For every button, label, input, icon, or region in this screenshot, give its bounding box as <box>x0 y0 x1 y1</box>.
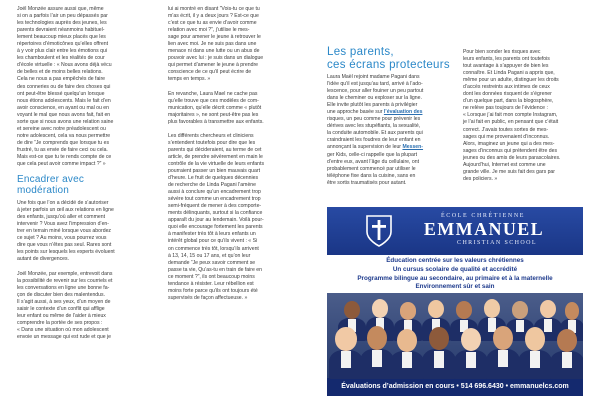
text-line <box>327 88 431 95</box>
text-line: d’école virtuelle : « Nous avons déjà vécu <box>17 62 112 69</box>
text-line: comprendre la portée de ses propos : <box>17 319 103 326</box>
column-4-paragraph-1 <box>463 49 567 183</box>
text-line <box>327 74 431 81</box>
text-line: de dire “Je comprends que lorsque tu es <box>17 139 110 146</box>
text-line <box>327 95 431 102</box>
text-line: contrôle de la vie virtuelle de leurs enfants <box>168 160 265 167</box>
column-1-paragraph-1 <box>17 6 115 168</box>
text-line: les technologies auprès des jeunes, les <box>17 20 107 27</box>
text-line: sévère tout comme un encadrement trop <box>168 196 261 203</box>
text-line: grande ville. Je me suis fait des gars par <box>463 168 556 175</box>
text-line: je l’ai fait en public, en pensant que c’était <box>463 119 559 126</box>
messenger-kids-link[interactable]: Messen- <box>402 144 424 151</box>
text-line: conscience de ce qu’il peut écrire de <box>168 69 252 76</box>
text-line: dire que vous n’êtes pas seul. Rares sont <box>17 242 112 249</box>
text-segment: téléphone fixe dans la cuisine, sans en <box>327 172 416 179</box>
text-line <box>327 137 431 144</box>
text-line <box>327 102 431 109</box>
text-line: tendance à résister. Leur rébellion est <box>168 280 254 287</box>
text-line: parents qui décideraient, au terme de cet <box>168 146 262 153</box>
text-line <box>327 123 431 130</box>
student-figure <box>453 324 489 379</box>
text-line: apparaît du jour au lendemain. Voilà pour- <box>168 217 264 224</box>
ad-line-4: Environnement sûr et sain <box>415 283 495 291</box>
text-line: lui ai montré en disant “Vois-tu ce que tu <box>168 6 260 12</box>
text-line: autant de divergences. <box>17 256 70 263</box>
text-line: Alors, imaginez un jeune qui a des mes- <box>463 140 555 147</box>
text-line: intérêt global pour ce qu’ils vivent : « Si <box>168 238 258 245</box>
text-line <box>327 81 431 88</box>
text-line: voyant le mal que nous avons fait, fait en <box>17 111 111 118</box>
text-line: d’un quelque part, dans la blogosphère, <box>463 98 554 105</box>
text-segment: probablement commencé par utiliser le <box>327 165 416 172</box>
text-segment: Elle invite plutôt les parents à privilégier <box>327 102 418 109</box>
students-photo <box>327 293 583 378</box>
text-line: trer en terrain miné lorsque vous abordez <box>17 228 112 235</box>
text-line: de belles et de moins belles relations. <box>17 69 103 76</box>
text-line: relation avec moi ?”, j’utilise le mes- <box>168 27 250 34</box>
crest-icon <box>365 214 393 248</box>
text-line: passe ta vie, Qu’as-tu en train de faire en <box>168 266 263 273</box>
text-line: qui permet d’amener le jeune à prendre <box>168 62 259 69</box>
text-line: avoir conscience, en ayant ou mal ou en <box>17 104 110 111</box>
heading-line: modération <box>17 185 70 197</box>
text-line: jeunes ou des amis de leurs parascolaires. <box>463 154 561 161</box>
text-line: correct. J’avais toutes sortes de mes- <box>463 126 549 133</box>
text-line: et sereine avec notre préadolescent ou <box>17 125 106 132</box>
text-segment: risques, un peu comme pour prévenir les <box>327 116 421 123</box>
text-line: ne relève pas toujours de l’évidence : <box>463 105 548 112</box>
text-line: munication, qu’elle décrit comme « plutôt <box>168 104 262 111</box>
text-line: demande “Je peux savoir comment se <box>168 259 256 266</box>
text-line: tout avantage à s’appuyer de bien les <box>463 63 549 70</box>
text-line: moins forte parce qu’ils ont toujours été <box>168 287 258 294</box>
text-segment: annonçant la supervision de leur <box>327 144 403 151</box>
text-segment: ger Kids, celle-ci rappelle que la plupart <box>327 151 418 158</box>
text-line: « Dans une situation où mon adolescent <box>17 326 109 333</box>
column-2 <box>168 6 268 302</box>
text-line: d’heure. Le fruit de quelques décennies <box>168 175 259 182</box>
text-line: Aujourd’hui, Internet est comme une <box>463 161 546 168</box>
heading-line: Encadrer avec <box>17 174 85 186</box>
text-line <box>327 159 431 166</box>
text-line: des conneries ou de faire des choses qui <box>17 83 111 90</box>
risk-evaluation-link[interactable]: l’évaluation des <box>383 109 423 116</box>
ad-header <box>327 207 583 255</box>
text-line: des enfants, jusqu’où aller et comment <box>17 214 106 221</box>
text-line: supervisés de façon affectueuse. » <box>168 294 248 301</box>
text-line: ont peut-être blessé quelqu’un lorsque <box>17 90 105 97</box>
text-line: dont les données risquent de s’égrener <box>463 91 552 98</box>
heading-line: ces écrans protecteurs <box>327 58 450 71</box>
text-line: envoie un message qui est rude et que je <box>17 333 112 340</box>
text-line: ments délinquants, surtout si la confiance <box>168 210 263 217</box>
text-segment: être sortis traumatisés pour autant. <box>327 179 407 186</box>
text-line <box>327 109 431 116</box>
section-heading-encadrer <box>17 174 115 196</box>
column-2-paragraph-2 <box>168 91 268 126</box>
text-line <box>327 152 431 159</box>
text-line: même pour un adulte, distinguer les droits <box>463 77 559 84</box>
text-line: intervenir ? Vous avez l’impression d’en- <box>17 221 110 228</box>
text-line: qu’elle trouve que ces modèles de com- <box>168 97 259 104</box>
text-line: çon de discuter bien des malentendus. <box>17 291 106 298</box>
text-line <box>327 130 431 137</box>
text-line: ce moment ?”, ils ont beaucoup moins <box>168 273 255 280</box>
text-line: leurs enfants, les parents ont toutefois <box>463 56 550 63</box>
school-advertisement[interactable] <box>327 207 583 396</box>
text-line: Mais est-ce que tu te rends compte de ce <box>17 153 112 160</box>
text-line: nous étions adolescents. Mais le fait d’en <box>17 97 111 104</box>
text-line: à 13, 14, 15 ou 17 ans, et qu’on leur <box>168 252 251 259</box>
text-line: aussi à conclure qu’un encadrement trop <box>168 189 261 196</box>
school-label-en: CHRISTIAN SCHOOL <box>457 240 537 246</box>
text-line <box>327 180 431 187</box>
school-name: EMMANUEL <box>423 219 545 239</box>
column-3-paragraph-1 <box>327 74 431 187</box>
student-figure <box>389 325 425 379</box>
text-line: sages qui me provenaient d’inconnus. <box>463 133 550 140</box>
text-line <box>327 166 431 173</box>
text-line: lien avec moi. Je ne suis pas dans une <box>168 41 257 48</box>
text-line: s’entendent toutefois pour dire que les <box>168 139 256 146</box>
text-line: c’est ce que tu as envie d’avoir comme <box>168 20 257 27</box>
text-line: des policiers. » <box>463 175 498 182</box>
text-segment: dans le cheminer ou exploser sur la ligne. <box>327 95 422 102</box>
column-1-paragraph-3 <box>17 271 115 341</box>
text-line: Joël Monzée, par exemple, entrevoit dans <box>17 270 113 277</box>
text-line: lement beaucoup mieux placés que les <box>17 34 106 41</box>
text-line: « Lorsque j’ai fait mon compte Instagram, <box>463 112 558 119</box>
heading-line: Les parents, <box>327 46 394 58</box>
text-line: saisir le contexte d’un conflit qui afflige <box>17 305 105 312</box>
text-line: à y voir plus clair entre les émotions qui <box>17 48 108 55</box>
text-line <box>327 116 431 123</box>
text-line: quoi elle encourage fortement les parents <box>168 224 263 231</box>
text-line: sages d’inconnus qui prétendent être des <box>463 147 558 154</box>
student-figure <box>485 321 521 379</box>
text-line: Joël Monzée assure aussi que, même <box>17 6 104 12</box>
text-line: parents devraient néanmoins habituel- <box>17 27 105 34</box>
text-line: à manifester très tôt à leurs enfants un <box>168 231 256 238</box>
text-line: Il s’agit aussi, à ses yeux, d’un moyen de <box>17 298 111 305</box>
text-line: les points sur lesquels les experts évoluent <box>17 249 115 256</box>
student-figure <box>549 325 583 379</box>
column-2-paragraph-1 <box>168 6 268 84</box>
text-line: semi-fréquent de mener à des comporte- <box>168 203 262 210</box>
text-line: notre adolescent, cela va nous permettre <box>17 132 111 139</box>
text-line <box>327 173 431 180</box>
text-line: la possibilité de revenir sur les courriels et <box>17 277 113 284</box>
text-line: Les différents chercheurs et cliniciens <box>168 132 254 139</box>
column-1-paragraph-2 <box>17 200 115 263</box>
text-line: m’as écrit, il y a deux jours ? Est-ce que <box>168 13 259 20</box>
text-line <box>327 144 431 151</box>
column-2-paragraph-3 <box>168 133 268 302</box>
text-segment: Laura Maël rejoint madame Pagani dans <box>327 74 420 80</box>
school-label-fr: ÉCOLE CHRÉTIENNE <box>440 213 526 219</box>
text-line: leur enfant ou même de l’aider à mieux <box>17 312 106 319</box>
ad-footer[interactable]: Évaluations d’admission en cours • 514 696.6430 • emmanuelcs.com <box>327 378 583 396</box>
text-line: répertoires d’émoticônes qu’elles offrent <box>17 41 109 48</box>
text-line: pouvoir avec lui : je suis dans un dialogue <box>168 55 264 62</box>
text-line: à jeter parfois un œil aux relations en ligne <box>17 207 114 214</box>
text-line: menace ni dans une lutte ou un abus de <box>168 48 260 55</box>
text-segment: la conduite automobile. Et aux parents qui <box>327 130 423 137</box>
text-segment: lescence, pour aller fouiner un peu partout <box>327 88 424 95</box>
section-heading-parents <box>327 46 450 71</box>
text-line: En revanche, Laura Mael ne cache pas <box>168 90 258 97</box>
text-line: pourraient passer un bien mauvais quart <box>168 167 261 174</box>
ad-line-2: Un cursus scolaire de qualité et accrédité <box>392 265 518 273</box>
text-line: majoritaires », ne sont peut-être pas les <box>168 111 259 118</box>
text-line: Une fois que l’on a décidé de s’autoriser <box>17 200 109 207</box>
student-figure <box>421 322 457 379</box>
text-line: que cela peut avoir comme impact ?” » <box>17 161 106 168</box>
text-line: sorte que si nous avons une relation saine <box>17 118 114 125</box>
text-line: on commence très tôt, lorsqu’ils arrivent <box>168 245 259 252</box>
text-segment: l’idée qu’il est jusqu’au tard, arrivé à l’ado- <box>327 81 423 88</box>
text-line: plus favorables à transmettre aux enfants. <box>168 118 264 125</box>
text-line: Pour bien sonder les risques avec <box>463 49 541 55</box>
text-line: d’accès restreints aux intimes de ceux <box>463 84 550 91</box>
text-line: sage pour amener le jeune à retrouver le <box>168 34 261 41</box>
ad-line-3: Programme bilingue au secondaire, au primaire et à la maternelle <box>357 274 553 282</box>
text-segment: d’entre eux, avant l’âge du cellulaire, ont <box>327 158 420 165</box>
text-line: Cela ne nous a pas empêchés de faire <box>17 76 106 83</box>
text-segment: une approche basée sur <box>327 109 384 116</box>
text-line: si on a parfois l’air un peu dépassés par <box>17 13 108 20</box>
text-segment: dérives avec les stupéfiants, la sexualité, <box>327 123 421 130</box>
column-4 <box>463 49 567 183</box>
text-line: connaître. Et Linda Pagani a appris que, <box>463 70 555 77</box>
text-line: de recherche de Linda Pagani l’amène <box>168 182 257 189</box>
text-segment: craindraient les foudres de leur enfant en <box>327 137 421 144</box>
column-3 <box>327 74 431 187</box>
ad-values-band <box>327 255 583 293</box>
text-line: les conversations en ligne une bonne fa- <box>17 284 110 291</box>
student-figure <box>517 323 553 379</box>
ad-line-1: Éducation centrée sur les valeurs chrétiennes <box>386 257 524 264</box>
column-1 <box>17 6 115 341</box>
text-line: les chamboulent et les réalités de cour <box>17 55 105 62</box>
text-line: article, de prendre sévèrement en main le <box>168 153 263 160</box>
text-line: frustré, tu as envie de faire ceci ou cela. <box>17 146 108 153</box>
text-line: ce sujet ? Au moins, vous pourrez vous <box>17 235 107 242</box>
text-line: temps en temps. » <box>168 76 211 83</box>
